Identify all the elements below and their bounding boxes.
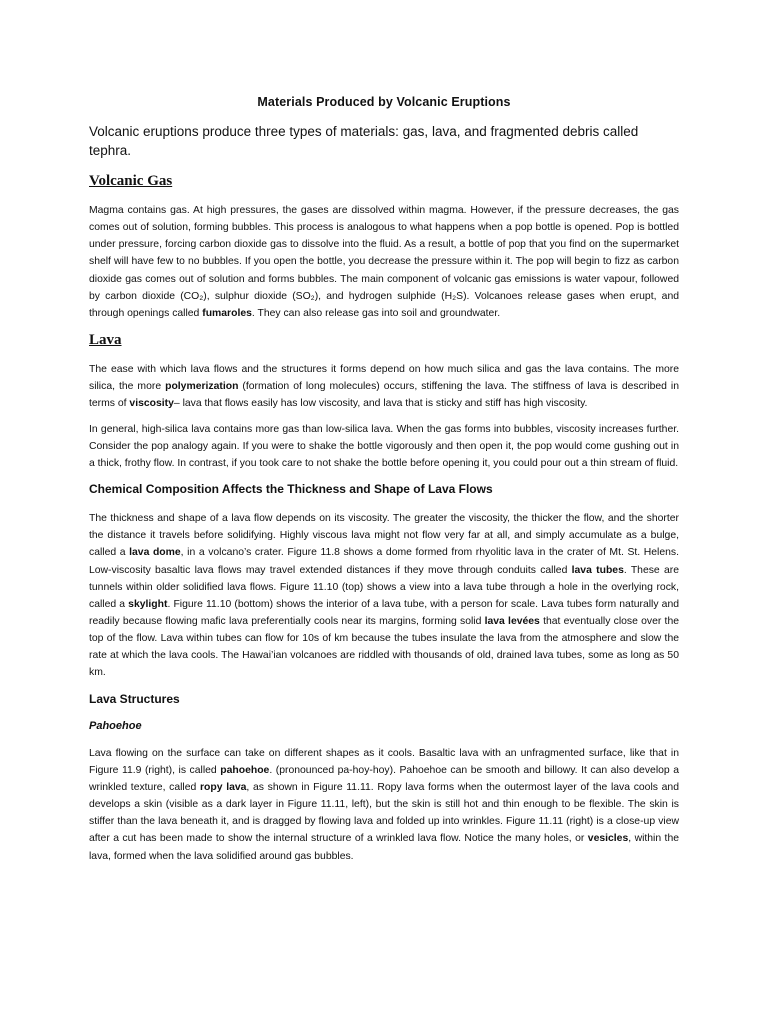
text-run: Magma contains gas. At high pressures, the gases are dissolved within magma. However, if the pressure decreases, the gas comes out of solution, forming bubbles. This process is analogous to what happens when a pop bottle is opened. Pop is bottled under pressure, forcing carbon dioxide gas to dissolve into the fluid. As a result, a bottle of pop that you find on the supermarket shelf will have few to no bubbles. If you open the bottle, you decrease the pressure within it. The pop will begin to fizz as carbon dioxide gas comes out of solution and forms bubbles. The main component of volcanic gas emissions is water vapour, followed by carbon dioxide (CO₂), sulphur dioxide (SO₂), and hydrogen sulphide (H₂S). Volcanoes release gases when erupt, and through openings called <box>89 205 679 319</box>
text-run: Lava flowing on the surface can take on different shapes as it cools. Basaltic lava with an unfragmented surface, like that in Figure 11.9 (right), is called <box>89 747 679 776</box>
paragraph-chemical-composition <box>89 510 679 682</box>
heading-lava-structures: Lava Structures <box>89 691 180 706</box>
paragraph-lava-gas <box>89 421 679 472</box>
page-title: Materials Produced by Volcanic Eruptions <box>257 95 511 109</box>
text-run: The thickness and shape of a lava flow depends on its viscosity. The greater the viscosity, the thicker the flow, and the shorter the distance it travels before solidifying. Highly viscous lava might not flow very far at all, and simply accumulate as a bulge, called a <box>89 513 679 559</box>
text-run: In general, high-silica lava contains more gas than low-silica lava. When the gas forms into bubbles, viscosity increases further. Consider the pop analogy again. If you were to shake the bottle vigorously and then open it, the pop would come gushing out in a thick, frothy flow. In contrast, if you took care to not shake the bottle before opening it, you could pour out a thin stream of fluid. <box>89 423 679 469</box>
text-run: – lava that flows easily has low viscosity, and lava that is sticky and stiff has high viscosity. <box>173 398 588 410</box>
heading-lava: Lava <box>89 332 122 349</box>
paragraph-volcanic-gas <box>89 202 679 322</box>
text-run: . They can also release gas into soil and groundwater. <box>251 307 501 319</box>
bold-term: lava levées <box>484 615 540 627</box>
bold-term: lava dome <box>129 547 181 559</box>
text-run: (formation of long molecules) occurs, stiffening the lava. The stiffness of lava is described in terms of <box>89 381 679 410</box>
subheading-pahoehoe: Pahoehoe <box>89 719 142 732</box>
text-run: The ease with which lava flows and the structures it forms depend on how much silica and gas the lava contains. The more silica, the more <box>89 364 679 393</box>
text-run: , as shown in Figure 11.11. Ropy lava forms when the outermost layer of the lava cools and develops a skin (visible as a dark layer in Figure 11.11, left), but the skin is still hot and thin enough to be flexible. The skin is stiffer than the lava beneath it, and is dragged by flowing lava and folded up into wrinkles. Figure 11.11 (right) is a close-up view after a cut has been made to show the internal structure of a wrinkled lava flow. Notice the many holes, or <box>89 781 679 845</box>
text-run: . Figure 11.10 (bottom) shows the interior of a lava tube, with a person for scale. Lava tubes form naturally and readily because flowing mafic lava preferentially cools near its margins, forming solid <box>89 598 679 627</box>
paragraph-pahoehoe <box>89 745 679 865</box>
text-run: that eventually close over the top of the flow. Lava within tubes can flow for 10s of km because the tubes insulate the lava from the atmosphere and slow the rate at which the lava cools. The Hawai’ian volcanoes are riddled with thousands of old, drained lava tubes, some as long as 50 km. <box>89 615 679 679</box>
intro-paragraph: Volcanic eruptions produce three types of materials: gas, lava, and fragmented debris called tephra. <box>89 124 639 158</box>
text-run: . These are tunnels within older solidified lava flows. Figure 11.10 (top) shows a view into a lava tube through a hole in the overlying rock, called a <box>89 564 680 610</box>
text-run: . (pronounced pa-hoy-hoy). Pahoehoe can be smooth and billowy. It can also develop a wrinkled texture, called <box>89 764 679 793</box>
heading-chemical-composition: Chemical Composition Affects the Thickness and Shape of Lava Flows <box>89 482 493 497</box>
paragraph-lava-viscosity <box>89 361 679 412</box>
bold-term: polymerization <box>165 381 239 393</box>
bold-term: vesicles <box>587 833 629 845</box>
bold-term: pahoehoe <box>220 764 270 776</box>
text-run: , within the lava, formed when the lava solidified around gas bubbles. <box>89 833 679 862</box>
text-run: , in a volcano’s crater. Figure 11.8 shows a dome formed from rhyolitic lava in the crater of Mt. St. Helens. Low-viscosity basaltic lava flows may travel extended distances if they move through conduits called <box>89 547 679 576</box>
heading-volcanic-gas: Volcanic Gas <box>89 173 173 189</box>
bold-term: ropy lava <box>199 781 247 793</box>
bold-term: viscosity <box>129 398 174 410</box>
bold-term: skylight <box>128 598 168 610</box>
bold-term: lava tubes <box>571 564 624 576</box>
bold-term: fumaroles <box>202 307 252 319</box>
